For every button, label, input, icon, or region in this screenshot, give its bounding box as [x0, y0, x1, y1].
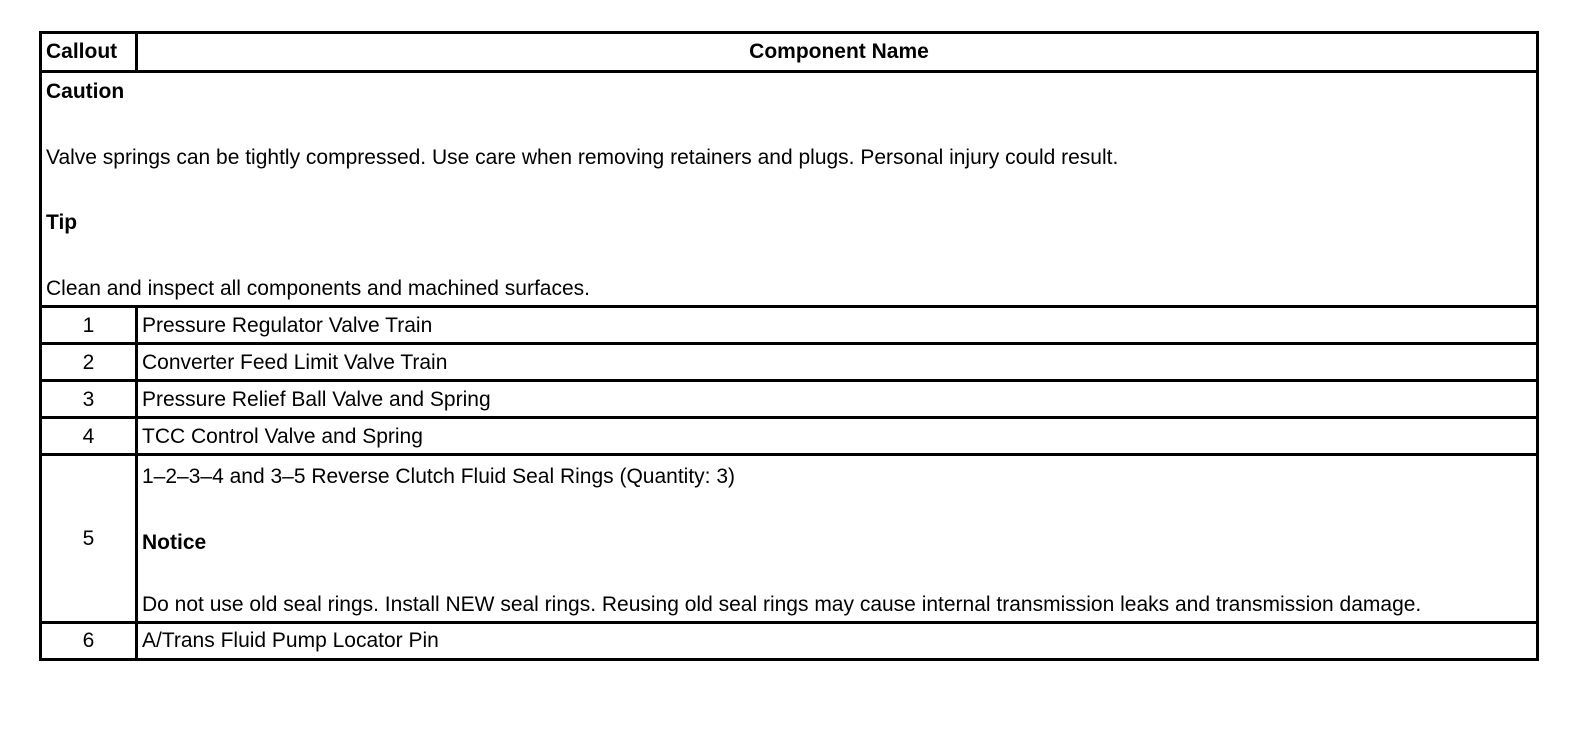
callout-number: 3: [41, 381, 137, 418]
notice-heading: Notice: [142, 531, 207, 555]
tip-heading: Tip: [46, 211, 78, 235]
table-row: [41, 381, 1538, 418]
caution-text: Valve springs can be tightly compressed. Use care when removing retainers and plugs. Personal injury could result.: [46, 145, 1119, 169]
table-header-row: [41, 33, 1538, 72]
table-row: [41, 623, 1538, 660]
notice-text: Do not use old seal rings. Install NEW seal rings. Reusing old seal rings may cause internal transmission leaks and transmission damage.: [142, 592, 1422, 616]
general-notes-cell: [41, 72, 1538, 307]
component-name: A/Trans Fluid Pump Locator Pin: [137, 623, 1538, 660]
table-row: [41, 307, 1538, 344]
callout-number: 6: [41, 623, 137, 660]
callout-number: 5: [41, 455, 137, 623]
table-row: [41, 418, 1538, 455]
component-name-with-notice: [137, 455, 1538, 623]
notes-row: [41, 72, 1538, 307]
component-name: Converter Feed Limit Valve Train: [137, 344, 1538, 381]
table-row: [41, 455, 1538, 623]
caution-heading: Caution: [46, 80, 125, 103]
callout-number: 1: [41, 307, 137, 344]
callout-column-header: Callout: [41, 33, 137, 72]
tip-text: Clean and inspect all components and machined surfaces.: [46, 276, 590, 300]
component-name: TCC Control Valve and Spring: [137, 418, 1538, 455]
component-table: [39, 31, 1539, 661]
callout-number: 2: [41, 344, 137, 381]
callout-number: 4: [41, 418, 137, 455]
table-row: [41, 344, 1538, 381]
component-name: 1–2–3–4 and 3–5 Reverse Clutch Fluid Seal Rings (Quantity: 3): [142, 465, 736, 489]
component-name: Pressure Relief Ball Valve and Spring: [137, 381, 1538, 418]
component-name: Pressure Regulator Valve Train: [137, 307, 1538, 344]
component-name-column-header: Component Name: [137, 33, 1538, 72]
